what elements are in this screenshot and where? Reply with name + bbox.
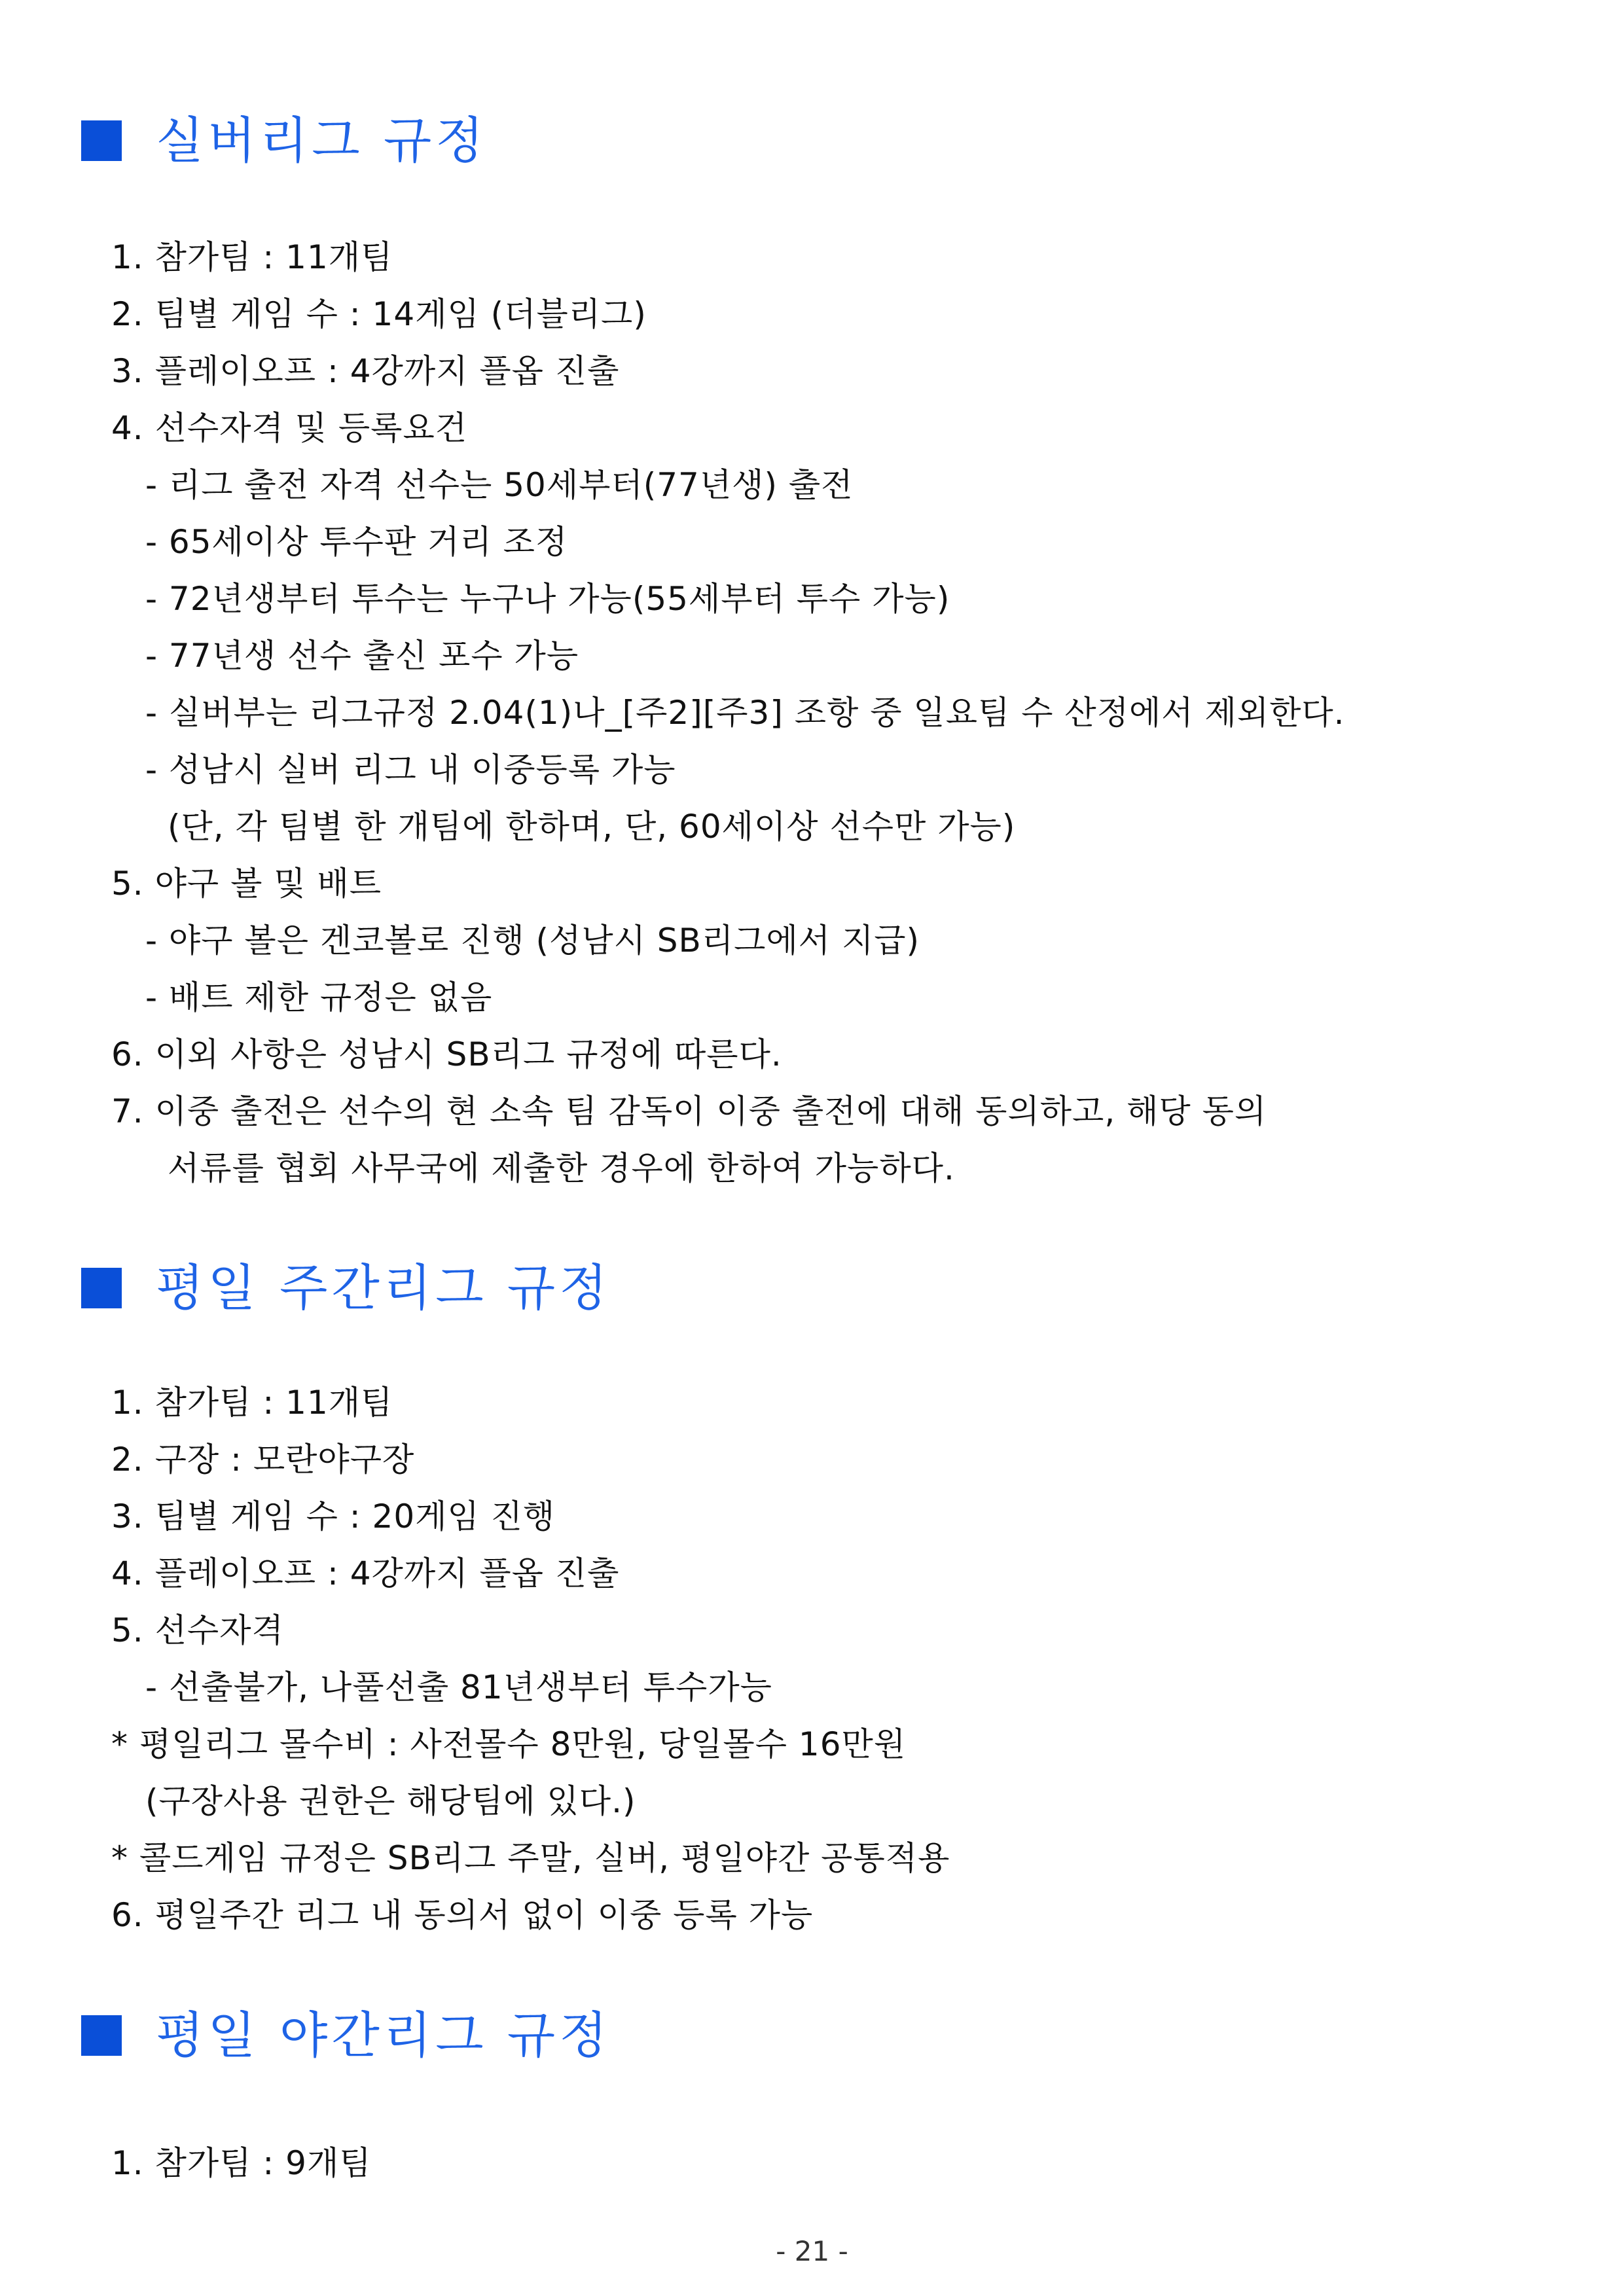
rule-line: - 배트 제한 규정은 없음	[145, 978, 493, 1016]
rule-line: 3. 플레이오프 : 4강까지 플옵 진출	[111, 352, 620, 390]
rule-line: (구장사용 권한은 해당팀에 있다.)	[145, 1782, 636, 1820]
rule-line: - 성남시 실버 리그 내 이중등록 가능	[145, 751, 676, 789]
rule-line: - 야구 볼은 겐코볼로 진행 (성남시 SB리그에서 지급)	[145, 922, 920, 960]
rule-line: 6. 평일주간 리그 내 동의서 없이 이중 등록 가능	[111, 1896, 814, 1934]
rule-line: - 77년생 선수 출신 포수 가능	[145, 637, 579, 675]
rule-line: 서류를 협회 사무국에 제출한 경우에 한하여 가능하다.	[168, 1149, 955, 1187]
rule-line: 1. 참가팀 : 11개팀	[111, 238, 393, 276]
section-heading	[81, 2003, 611, 2068]
section-heading	[81, 108, 488, 173]
rule-line: 1. 참가팀 : 9개팀	[111, 2144, 372, 2182]
rule-line: - 실버부는 리그규정 2.04(1)나_[주2][주3] 조항 중 일요팀 수 산정에서 제외한다.	[145, 694, 1345, 732]
rule-line: * 평일리그 몰수비 : 사전몰수 8만원, 당일몰수 16만원	[111, 1725, 907, 1763]
rule-line: 3. 팀별 게임 수 : 20게임 진행	[111, 1498, 556, 1535]
page-number: - 21 -	[776, 2235, 848, 2267]
section-title: 실버리그 규정	[156, 111, 488, 170]
section-title: 평일 주간리그 규정	[156, 1259, 611, 1317]
rule-line: * 콜드게임 규정은 SB리그 주말, 실버, 평일야간 공통적용	[111, 1839, 950, 1877]
rule-line: 4. 플레이오프 : 4강까지 플옵 진출	[111, 1554, 620, 1592]
rule-line: 6. 이외 사항은 성남시 SB리그 규정에 따른다.	[111, 1035, 782, 1073]
square-bullet-icon	[81, 1268, 122, 1308]
rule-line: - 선출불가, 나풀선출 81년생부터 투수가능	[145, 1668, 772, 1706]
rule-line: - 리그 출전 자격 선수는 50세부터(77년생) 출전	[145, 466, 854, 504]
rule-line: 4. 선수자격 및 등록요건	[111, 409, 468, 447]
rule-line: - 65세이상 투수판 거리 조정	[145, 523, 568, 561]
rule-line: (단, 각 팀별 한 개팀에 한하며, 단, 60세이상 선수만 가능)	[168, 808, 1016, 846]
section-heading	[81, 1255, 611, 1321]
rule-line: 7. 이중 출전은 선수의 현 소속 팀 감독이 이중 출전에 대해 동의하고, 해당 동의	[111, 1092, 1267, 1130]
rule-line: - 72년생부터 투수는 누구나 가능(55세부터 투수 가능)	[145, 580, 950, 618]
rule-line: 5. 선수자격	[111, 1611, 284, 1649]
rule-line: 5. 야구 볼 및 배트	[111, 865, 382, 903]
section-title: 평일 야간리그 규정	[156, 2006, 611, 2064]
rule-line: 1. 참가팀 : 11개팀	[111, 1384, 393, 1422]
rule-line: 2. 구장 : 모란야구장	[111, 1441, 415, 1479]
square-bullet-icon	[81, 120, 122, 161]
square-bullet-icon	[81, 2015, 122, 2056]
rule-line: 2. 팀별 게임 수 : 14게임 (더블리그)	[111, 295, 647, 333]
